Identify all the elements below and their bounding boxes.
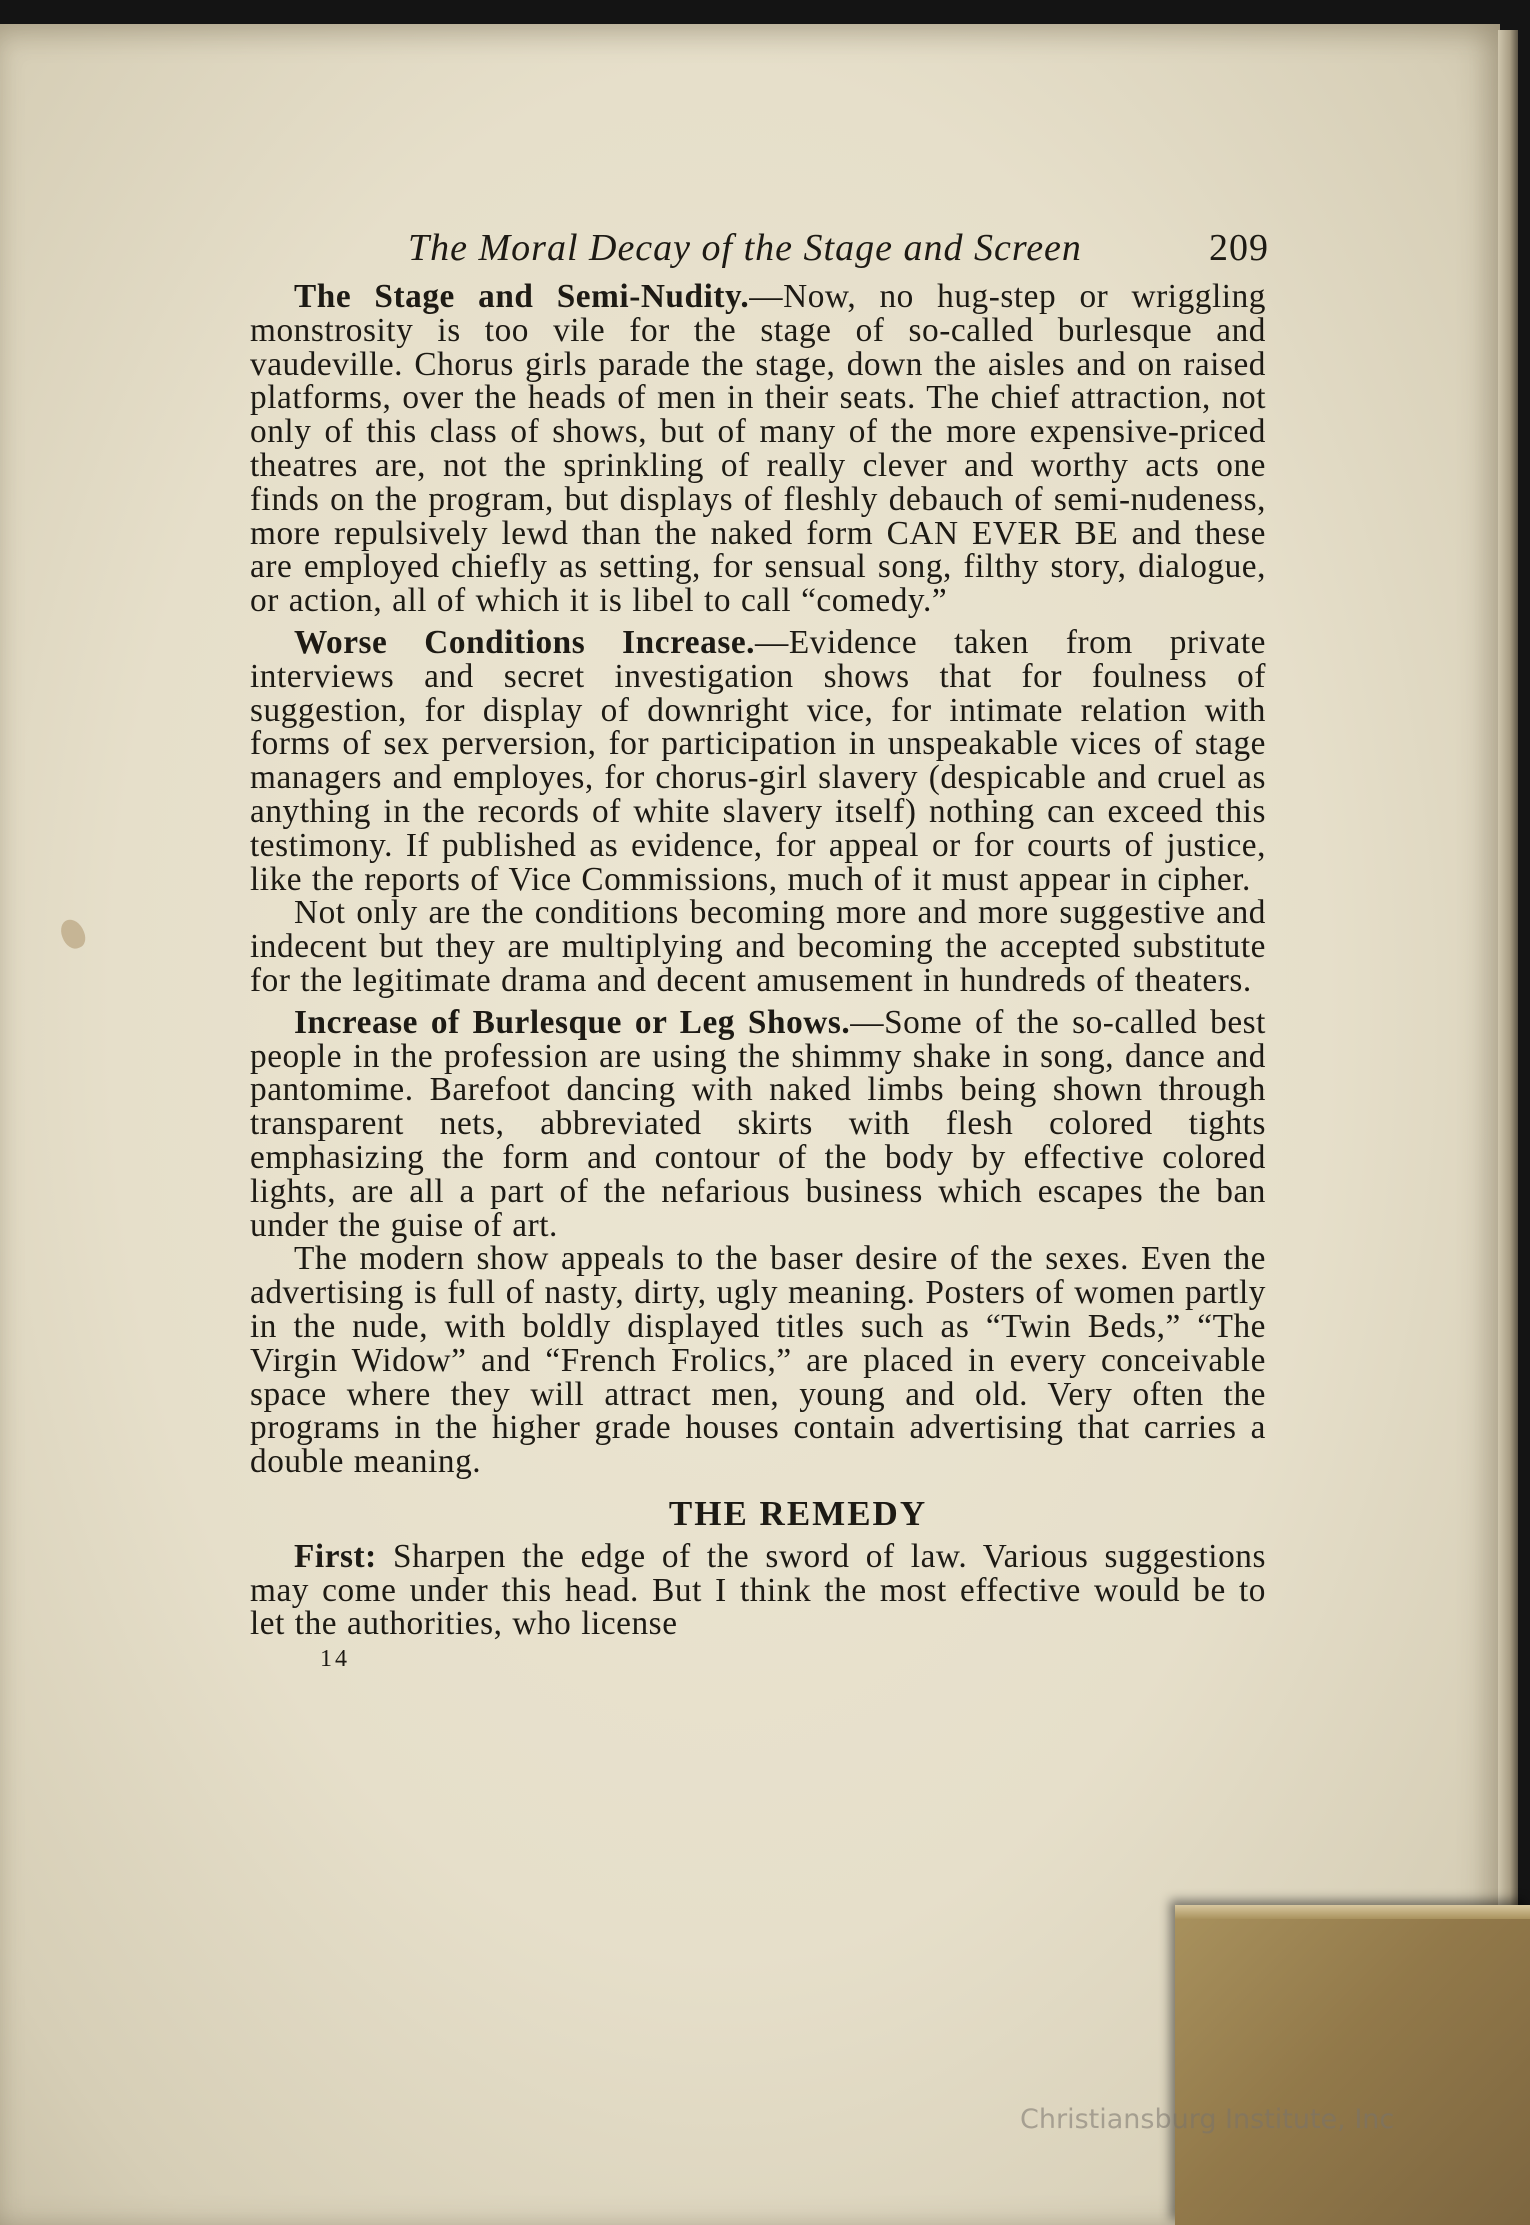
- paper-stain: [58, 916, 89, 952]
- paragraph-worse-conditions: [250, 623, 1266, 898]
- page-number: 209: [1209, 227, 1269, 269]
- section-heading-remedy: THE REMEDY: [668, 1493, 928, 1533]
- paragraph-text: —Evidence taken from private interviews and secret investigation shows that for foulness of suggestion, for display of downright vice, for intimate relation with forms of sex perversion, for participation in unspeakable vices of stage managers and employes, for chorus-girl slavery (despicable and cruel as anything in the records of white slavery itself) nothing can exceed this testimony. If published as evidence, for appeal or for courts of justice, like the reports of Vice Commissions, much of it must appear in cipher.: [250, 623, 1266, 898]
- signature-mark: 14: [320, 1646, 350, 1673]
- paragraph-first-remedy: [250, 1537, 1266, 1643]
- running-title: The Moral Decay of the Stage and Screen: [408, 227, 1082, 269]
- paper-tab: [1175, 1905, 1530, 2225]
- paragraph-text: Not only are the conditions becoming more and more suggestive and indecent but they are multiplying and becoming the accepted substitute for the legitimate drama and decent amusement in hundreds of theaters.: [250, 894, 1266, 999]
- paragraph-heading: The Stage and Semi-Nudity.: [294, 278, 750, 315]
- paragraph-text: The modern show appeals to the baser desire of the sexes. Even the advertising is full of nasty, dirty, ugly meaning. Posters of women partly in the nude, with boldly displayed titles such as “Twin Beds,” “The Virgin Widow” and “French Frolics,” are placed in every conceivable space where they will attract men, young and old. Very often the programs in the higher grade houses contain advertising that carries a double meaning.: [250, 1240, 1266, 1481]
- paragraph-text: —Some of the so-called best people in the profession are using the shimmy shake in song, dance and pantomime. Barefoot dancing with naked limbs being shown through transparent nets, abbreviated skirts with flesh colored tights emphasizing the form and contour of the body by effective colored lights, are all a part of the nefarious business which escapes the ban under the guise of art.: [250, 1003, 1266, 1244]
- page-edge: [1498, 30, 1518, 2225]
- paragraph-text: —Now, no hug-step or wriggling monstrosity is too vile for the stage of so-called burlesque and vaudeville. Chorus girls parade the stage, down the aisles and on raised platforms, over the heads of men in their seats. The chief attraction, not only of this class of shows, but of many of the more expensive-priced theatres are, not the sprinkling of really clever and worthy acts one finds on the program, but displays of fleshly debauch of semi-nudeness, more repulsively lewd than the naked form CAN EVER BE and these are employed chiefly as setting, for sensual song, filthy story, dialogue, or action, all of which it is libel to call “comedy.”: [250, 278, 1266, 620]
- paragraph-heading: Increase of Burlesque or Leg Shows.: [294, 1003, 851, 1041]
- paragraph-heading: First:: [294, 1537, 377, 1575]
- paragraph-burlesque-shows: [250, 1003, 1266, 1244]
- watermark: Christiansburg Institute, Inc: [1020, 2104, 1395, 2135]
- page-content: [250, 220, 1269, 1673]
- paragraph-modern-show: [250, 1242, 1266, 1479]
- paragraph-not-only: [250, 896, 1266, 997]
- paragraph-text: Sharpen the edge of the sword of law. Various suggestions may come under this head. But I think the most effective would be to let the authorities, who license: [250, 1537, 1266, 1643]
- paragraph-heading: Worse Conditions Increase.: [294, 623, 756, 661]
- paragraph-stage-semi-nudity: [250, 280, 1266, 618]
- running-header: [250, 220, 1269, 280]
